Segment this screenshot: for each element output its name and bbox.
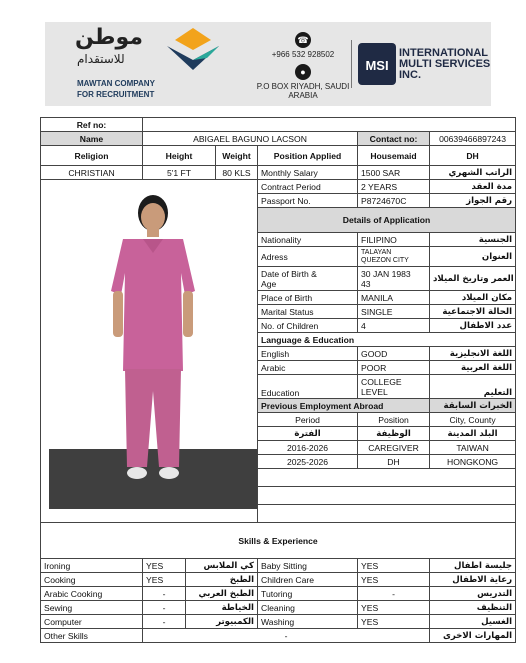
employment-spacer [258, 505, 516, 523]
skill-label: Washing [258, 615, 358, 629]
pob-value: MANILA [358, 291, 430, 305]
brand-english-line-1: MAWTAN COMPANY [77, 79, 155, 88]
skill-label: Ironing [41, 559, 143, 573]
contract-label: Contract Period [258, 180, 358, 194]
name-label: Name [41, 132, 143, 146]
dob-label-line-2: Age [261, 278, 277, 289]
header-banner [45, 22, 491, 106]
address-ar: العنوان [430, 247, 516, 267]
name-value: ABIGAEL BAGUNO LACSON [143, 132, 358, 146]
brand-english-line-2: FOR RECRUITMENT [77, 90, 155, 99]
marital-value: SINGLE [358, 305, 430, 319]
emp-col-position: Position [358, 413, 430, 427]
nationality-ar: الجنسية [430, 233, 516, 247]
skill-ar: جليسة اطفال [430, 559, 516, 573]
dob-label [258, 267, 358, 291]
skill-value: YES [143, 559, 186, 573]
skill-value: - [143, 587, 186, 601]
contract-value: 2 YEARS [358, 180, 430, 194]
skill-value: YES [358, 559, 430, 573]
partner-name-line-1: INTERNATIONAL [399, 47, 489, 59]
header-address: P.O BOX RIYADH, SAUDI ARABIA [256, 82, 350, 100]
english-ar: اللغة الانجليزية [430, 347, 516, 361]
skill-label: Computer [41, 615, 143, 629]
english-value: GOOD [358, 347, 430, 361]
skill-ar: التنظيف [430, 601, 516, 615]
education-value-line-2: LEVEL [361, 386, 388, 397]
application-form [40, 117, 516, 643]
children-ar: عدد الاطفال [430, 319, 516, 333]
passport-ar: رقم الجواز [430, 194, 516, 208]
skill-value: YES [358, 573, 430, 587]
employment-spacer [258, 469, 516, 487]
pob-label: Place of Birth [258, 291, 358, 305]
mawtan-logo-mark-icon [163, 26, 223, 72]
salary-label: Monthly Salary [258, 166, 358, 180]
skill-ar: الغسيل [430, 615, 516, 629]
emp-position: CAREGIVER [358, 441, 430, 455]
dob-ar: العمر وتاريخ الميلاد [430, 267, 516, 291]
skill-value: - [358, 587, 430, 601]
dob-age: 43 [361, 278, 371, 289]
language-title: Language & Education [258, 333, 516, 347]
emp-col-period-ar: الفترة [258, 427, 358, 441]
passport-value: P8724670C [358, 194, 430, 208]
arabic-value: POOR [358, 361, 430, 375]
emp-period: 2016-2026 [258, 441, 358, 455]
skill-ar: التدريس [430, 587, 516, 601]
other-skills-label: Other Skills [41, 629, 143, 643]
prev-employment-ar: الخبرات السابقة [430, 399, 516, 413]
nationality-value: FILIPINO [358, 233, 430, 247]
skill-label: Sewing [41, 601, 143, 615]
other-skills-value: - [143, 629, 430, 643]
col-weight: Weight [216, 146, 258, 166]
salary-value: 1500 SAR [358, 166, 430, 180]
skill-ar: الطبخ العربي [186, 587, 258, 601]
partner-name-line-3: INC. [399, 69, 421, 81]
position-value: Housemaid [358, 146, 430, 166]
emp-col-position-ar: الوظيفة [358, 427, 430, 441]
emp-position: DH [358, 455, 430, 469]
emp-col-period: Period [258, 413, 358, 427]
skill-ar: الخياطة [186, 601, 258, 615]
col-position: Position Applied [258, 146, 358, 166]
address-label: Adress [258, 247, 358, 267]
contact-value: 00639466897243 [430, 132, 516, 146]
address-value-line-1: TALAYAN [361, 248, 392, 256]
emp-col-city: City, County [430, 413, 516, 427]
phone-icon: ☎ [295, 32, 311, 48]
contract-ar: مدة العقد [430, 180, 516, 194]
header-divider [351, 40, 352, 88]
dob-date: 30 JAN 1983 [361, 268, 411, 279]
employment-spacer [258, 487, 516, 505]
skill-label: Children Care [258, 573, 358, 587]
education-ar: التعليم [430, 375, 516, 399]
skill-ar: كي الملابس [186, 559, 258, 573]
skill-value: YES [143, 573, 186, 587]
skill-ar: الكمبيوتر [186, 615, 258, 629]
nationality-label: Nationality [258, 233, 358, 247]
applicant-figure-icon [49, 191, 257, 509]
location-pin-icon: ● [295, 64, 311, 80]
skill-label: Tutoring [258, 587, 358, 601]
height-value: 5'1 FT [143, 166, 216, 180]
skill-value: YES [358, 601, 430, 615]
partner-name-line-2: MULTI SERVICES [399, 58, 491, 70]
children-label: No. of Children [258, 319, 358, 333]
education-value-line-1: COLLEGE [361, 376, 402, 387]
arabic-label: Arabic [258, 361, 358, 375]
details-title: Details of Application [258, 208, 516, 233]
passport-label: Passport No. [258, 194, 358, 208]
col-height: Height [143, 146, 216, 166]
skills-title: Skills & Experience [41, 523, 516, 559]
partner-logo-text: MSI [365, 58, 389, 73]
position-code: DH [430, 146, 516, 166]
prev-employment-title: Previous Employment Abroad [258, 399, 430, 413]
religion-value: CHRISTIAN [41, 166, 143, 180]
weight-value: 80 KLS [216, 166, 258, 180]
dob-label-line-1: Date of Birth & [261, 268, 317, 279]
brand-arabic-top: موطن [75, 25, 143, 50]
skill-ar: رعاية الاطفال [430, 573, 516, 587]
ref-label: Ref no: [41, 118, 143, 132]
children-value: 4 [358, 319, 430, 333]
col-religion: Religion [41, 146, 143, 166]
skill-value: - [143, 615, 186, 629]
address-value [358, 247, 430, 267]
marital-ar: الحالة الاجتماعية [430, 305, 516, 319]
pob-ar: مكان الميلاد [430, 291, 516, 305]
contact-label: Contact no: [358, 132, 430, 146]
other-skills-ar: المهارات الاخرى [430, 629, 516, 643]
skill-value: YES [358, 615, 430, 629]
emp-city: TAIWAN [430, 441, 516, 455]
arabic-ar: اللغة العربية [430, 361, 516, 375]
skill-label: Cooking [41, 573, 143, 587]
ref-value [143, 118, 516, 132]
marital-label: Marital Status [258, 305, 358, 319]
skill-label: Cleaning [258, 601, 358, 615]
brand-arabic-bottom: للاستقدام [77, 52, 125, 66]
address-value-line-2: QUEZON CITY [361, 256, 409, 264]
education-value [358, 375, 430, 399]
education-label: Education [258, 375, 358, 399]
skill-value: - [143, 601, 186, 615]
partner-name [399, 48, 490, 81]
english-label: English [258, 347, 358, 361]
skill-label: Baby Sitting [258, 559, 358, 573]
photo-cell [41, 180, 258, 523]
emp-period: 2025-2026 [258, 455, 358, 469]
partner-logo-icon [357, 42, 397, 86]
header-phone: +966 532 928502 [271, 50, 335, 59]
applicant-photo [44, 189, 258, 513]
skill-ar: الطبخ [186, 573, 258, 587]
dob-value [358, 267, 430, 291]
emp-city: HONGKONG [430, 455, 516, 469]
brand-english [77, 78, 155, 100]
emp-col-city-ar: البلد المدينة [430, 427, 516, 441]
salary-ar: الراتب الشهري [430, 166, 516, 180]
skill-label: Arabic Cooking [41, 587, 143, 601]
contact-block [250, 32, 356, 100]
